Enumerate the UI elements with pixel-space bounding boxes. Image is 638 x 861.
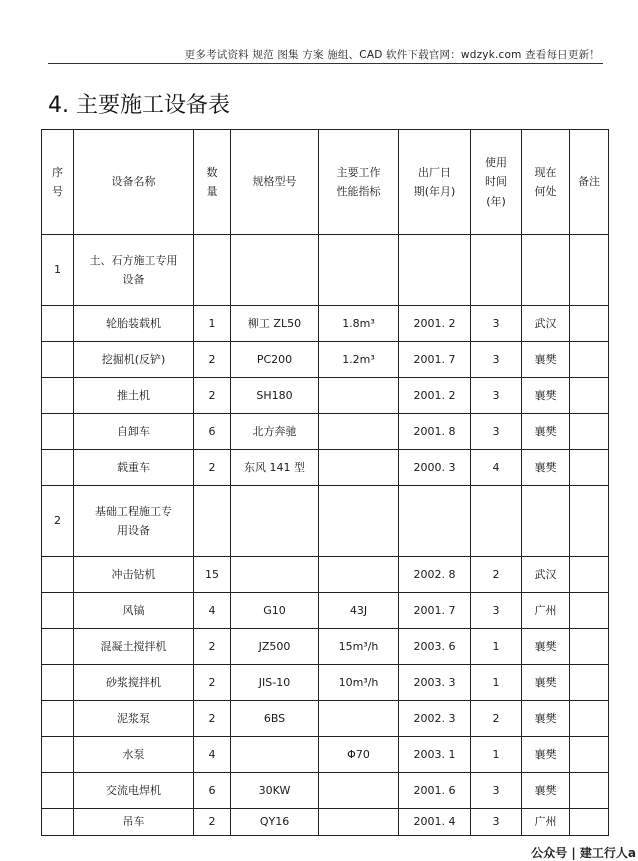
column-header-line: 数 [206, 165, 218, 179]
cell-qty: 2 [194, 450, 231, 486]
cell-model: JZ500 [231, 629, 319, 665]
row-number-cell [42, 665, 74, 701]
cell-perf [319, 809, 399, 836]
cell-qty: 4 [194, 737, 231, 773]
cell-qty: 1 [194, 306, 231, 342]
cell-date: 2003. 1 [399, 737, 471, 773]
empty-cell [231, 486, 319, 557]
cell-years: 3 [471, 773, 522, 809]
watermark-label: 公众号 | 建工行人a [525, 844, 638, 861]
cell-loc: 襄樊 [522, 450, 570, 486]
cell-date: 2001. 6 [399, 773, 471, 809]
cell-loc: 襄樊 [522, 378, 570, 414]
cell-perf: 15m³/h [319, 629, 399, 665]
cell-perf: 1.2m³ [319, 342, 399, 378]
group-name [74, 486, 194, 557]
cell-years: 2 [471, 701, 522, 737]
cell-name: 泥浆泵 [74, 701, 194, 737]
cell-name: 吊车 [74, 809, 194, 836]
row-number-cell [42, 701, 74, 737]
cell-model [231, 557, 319, 593]
cell-name: 水泵 [74, 737, 194, 773]
cell-model: 6BS [231, 701, 319, 737]
group-name-line: 设备 [122, 273, 145, 286]
cell-qty: 2 [194, 665, 231, 701]
cell-name: 混凝土搅拌机 [74, 629, 194, 665]
empty-cell [471, 486, 522, 557]
group-name [74, 235, 194, 306]
column-header-line: 号 [52, 185, 63, 198]
cell-loc: 武汉 [522, 557, 570, 593]
site-banner: 更多考试资料 规范 图集 方案 施组、CAD 软件下载官网：wdzyk.com 查看每日更新！ [184, 49, 600, 61]
empty-cell [522, 235, 570, 306]
cell-perf [319, 450, 399, 486]
table-row [42, 809, 609, 836]
row-number-cell [42, 809, 74, 836]
group-name-line: 基础工程施工专 [95, 504, 172, 518]
column-header [522, 130, 570, 235]
cell-loc: 襄樊 [522, 342, 570, 378]
table-row [42, 557, 609, 593]
cell-perf: 1.8m³ [319, 306, 399, 342]
empty-cell [399, 235, 471, 306]
cell-qty: 15 [194, 557, 231, 593]
cell-loc: 襄樊 [522, 737, 570, 773]
cell-years: 3 [471, 342, 522, 378]
group-name-line: 土、石方施工专用 [89, 253, 178, 267]
cell-perf: Φ70 [319, 737, 399, 773]
cell-date: 2003. 6 [399, 629, 471, 665]
table-row [42, 629, 609, 665]
cell-model: 柳工 ZL50 [231, 306, 319, 342]
column-header [319, 130, 399, 235]
column-header-line: 现在 [534, 165, 557, 179]
cell-date: 2003. 3 [399, 665, 471, 701]
cell-model: 北方奔驰 [231, 414, 319, 450]
cell-loc: 襄樊 [522, 665, 570, 701]
cell-qty: 2 [194, 701, 231, 737]
cell-note [570, 450, 609, 486]
cell-note [570, 629, 609, 665]
empty-cell [570, 486, 609, 557]
cell-perf: 10m³/h [319, 665, 399, 701]
cell-model: QY16 [231, 809, 319, 836]
cell-years: 3 [471, 414, 522, 450]
table-row [42, 737, 609, 773]
cell-loc: 广州 [522, 809, 570, 836]
column-header-line: (年) [486, 194, 506, 208]
cell-perf [319, 773, 399, 809]
cell-qty: 6 [194, 773, 231, 809]
empty-cell [319, 235, 399, 306]
table-header-row [42, 130, 609, 235]
group-row [42, 486, 609, 557]
column-header-line: 期(年月) [413, 185, 456, 198]
cell-model: SH180 [231, 378, 319, 414]
column-header [194, 130, 231, 235]
cell-loc: 广州 [522, 593, 570, 629]
row-number-cell [42, 629, 74, 665]
table-row [42, 414, 609, 450]
empty-cell [231, 235, 319, 306]
cell-date: 2001. 2 [399, 378, 471, 414]
column-header-line: 备注 [578, 175, 600, 189]
group-number: 1 [42, 235, 74, 306]
cell-loc: 襄樊 [522, 773, 570, 809]
table-row [42, 773, 609, 809]
empty-cell [399, 486, 471, 557]
cell-qty: 2 [194, 378, 231, 414]
column-header-line: 主要工作 [336, 165, 381, 179]
cell-date: 2002. 8 [399, 557, 471, 593]
cell-name: 砂浆搅拌机 [74, 665, 194, 701]
row-number-cell [42, 450, 74, 486]
table-row [42, 701, 609, 737]
column-header [74, 130, 194, 235]
cell-years: 1 [471, 737, 522, 773]
group-number: 2 [42, 486, 74, 557]
cell-perf [319, 414, 399, 450]
cell-note [570, 737, 609, 773]
cell-qty: 2 [194, 809, 231, 836]
cell-years: 1 [471, 629, 522, 665]
cell-name: 载重车 [74, 450, 194, 486]
table-row [42, 378, 609, 414]
column-header [570, 130, 609, 235]
empty-cell [570, 235, 609, 306]
cell-model: 30KW [231, 773, 319, 809]
row-number-cell [42, 414, 74, 450]
group-row [42, 235, 609, 306]
cell-name: 轮胎装载机 [74, 306, 194, 342]
cell-name: 交流电焊机 [74, 773, 194, 809]
cell-date: 2002. 3 [399, 701, 471, 737]
empty-cell [194, 486, 231, 557]
row-number-cell [42, 593, 74, 629]
cell-years: 3 [471, 809, 522, 836]
cell-perf [319, 701, 399, 737]
column-header-line: 量 [206, 185, 218, 198]
cell-qty: 2 [194, 629, 231, 665]
cell-date: 2001. 2 [399, 306, 471, 342]
cell-name: 自卸车 [74, 414, 194, 450]
cell-note [570, 701, 609, 737]
cell-perf [319, 557, 399, 593]
cell-name: 冲击钻机 [74, 557, 194, 593]
cell-model: 东风 141 型 [231, 450, 319, 486]
cell-date: 2001. 7 [399, 593, 471, 629]
column-header-line: 时间 [485, 175, 507, 189]
cell-date: 2000. 3 [399, 450, 471, 486]
cell-perf [319, 378, 399, 414]
cell-model: PC200 [231, 342, 319, 378]
cell-note [570, 306, 609, 342]
empty-cell [194, 235, 231, 306]
row-number-cell [42, 342, 74, 378]
table-body [42, 235, 609, 836]
cell-name: 风镐 [74, 593, 194, 629]
cell-note [570, 773, 609, 809]
empty-cell [319, 486, 399, 557]
column-header [231, 130, 319, 235]
empty-cell [471, 235, 522, 306]
row-number-cell [42, 557, 74, 593]
cell-name: 挖掘机(反铲) [74, 342, 194, 378]
column-header-line: 出厂日 [418, 165, 451, 179]
cell-years: 3 [471, 378, 522, 414]
table-row [42, 593, 609, 629]
cell-model: G10 [231, 593, 319, 629]
cell-date: 2001. 7 [399, 342, 471, 378]
header-rule [48, 63, 603, 64]
cell-note [570, 342, 609, 378]
empty-cell [522, 486, 570, 557]
cell-years: 3 [471, 593, 522, 629]
cell-years: 2 [471, 557, 522, 593]
cell-model: JIS-10 [231, 665, 319, 701]
row-number-cell [42, 737, 74, 773]
column-header-line: 性能指标 [336, 185, 381, 198]
table-row [42, 665, 609, 701]
cell-years: 1 [471, 665, 522, 701]
cell-qty: 4 [194, 593, 231, 629]
equipment-table [41, 129, 609, 836]
cell-qty: 2 [194, 342, 231, 378]
column-header-line: 规格型号 [252, 175, 297, 189]
column-header [399, 130, 471, 235]
cell-perf: 43J [319, 593, 399, 629]
column-header [471, 130, 522, 235]
column-header [42, 130, 74, 235]
column-header-line: 使用 [485, 156, 507, 170]
cell-name: 推土机 [74, 378, 194, 414]
cell-years: 3 [471, 306, 522, 342]
cell-loc: 襄樊 [522, 701, 570, 737]
cell-note [570, 414, 609, 450]
cell-note [570, 809, 609, 836]
cell-model [231, 737, 319, 773]
cell-note [570, 593, 609, 629]
cell-loc: 武汉 [522, 306, 570, 342]
table-row [42, 450, 609, 486]
table-row [42, 342, 609, 378]
cell-note [570, 665, 609, 701]
cell-date: 2001. 8 [399, 414, 471, 450]
section-title: 4. 主要施工设备表 [48, 93, 230, 118]
cell-loc: 襄樊 [522, 414, 570, 450]
cell-note [570, 378, 609, 414]
row-number-cell [42, 773, 74, 809]
cell-loc: 襄樊 [522, 629, 570, 665]
group-name-line: 用设备 [117, 524, 150, 537]
column-header-line: 设备名称 [111, 175, 156, 189]
cell-years: 4 [471, 450, 522, 486]
cell-qty: 6 [194, 414, 231, 450]
table-row [42, 306, 609, 342]
cell-date: 2001. 4 [399, 809, 471, 836]
cell-note [570, 557, 609, 593]
column-header-line: 何处 [534, 185, 557, 198]
row-number-cell [42, 378, 74, 414]
column-header-line: 序 [52, 165, 63, 179]
row-number-cell [42, 306, 74, 342]
